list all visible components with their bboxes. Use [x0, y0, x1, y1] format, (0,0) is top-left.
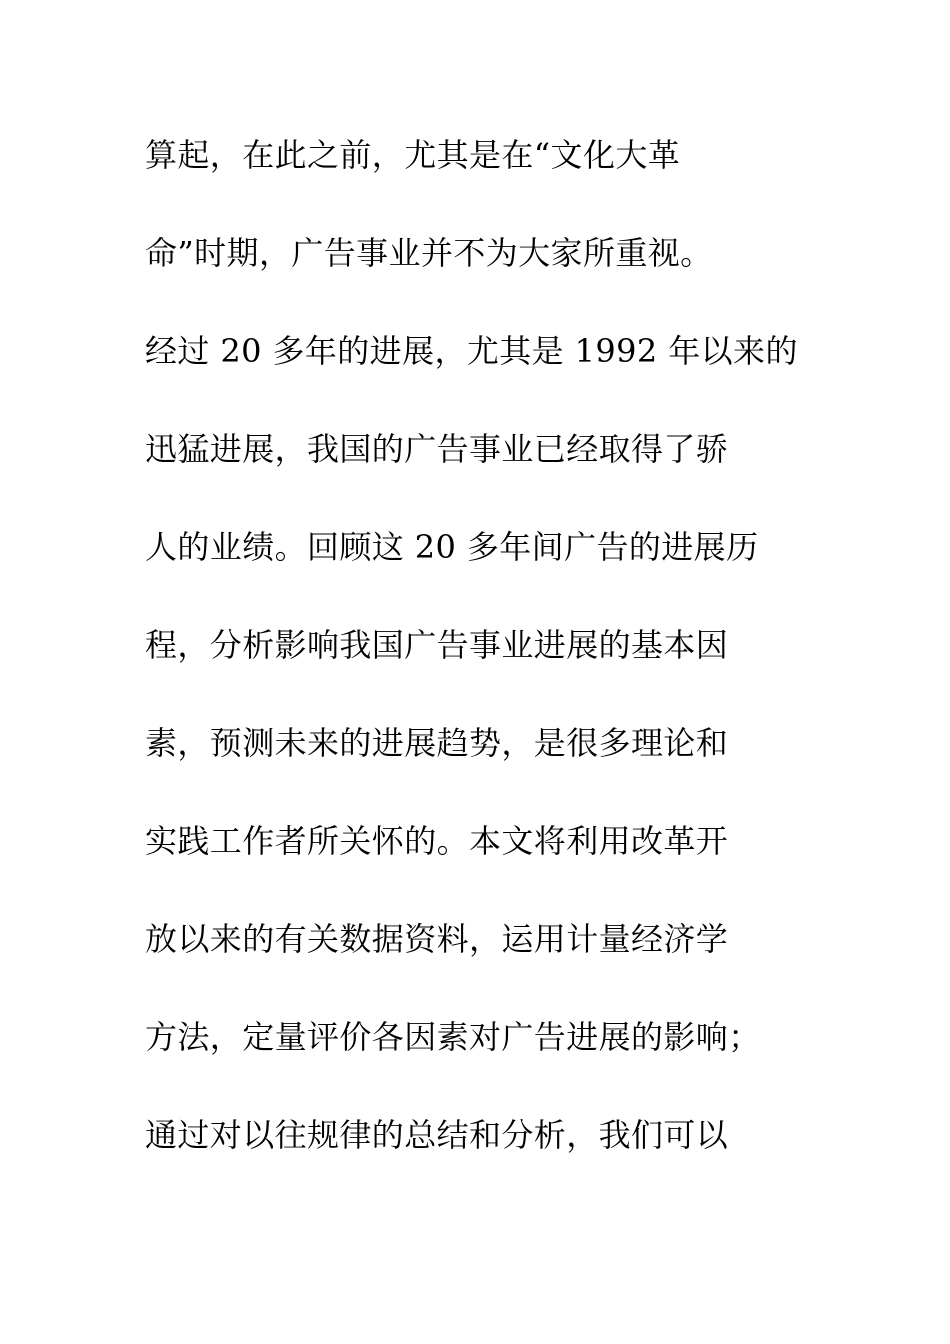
text-line: 算起，在此之前，尤其是在“文化大革 [145, 136, 681, 174]
text-line: 实践工作者所关怀的。本文将利用改革开 [145, 822, 729, 860]
text-line: 经过 20 多年的进展，尤其是 1992 年以来的 [145, 332, 798, 370]
text-line: 方法，定量评价各因素对广告进展的影响； [145, 1018, 761, 1056]
body-paragraph [145, 124, 835, 1202]
text-line: 放以来的有关数据资料，运用计量经济学 [145, 920, 729, 958]
text-line: 程，分析影响我国广告事业进展的基本因 [145, 626, 729, 664]
text-line: 通过对以往规律的总结和分析，我们可以 [145, 1116, 729, 1154]
text-line: 命”时期，广告事业并不为大家所重视。 [145, 234, 713, 272]
text-line: 人的业绩。回顾这 20 多年间广告的进展历 [145, 528, 759, 566]
text-line: 素，预测未来的进展趋势，是很多理论和 [145, 724, 729, 762]
text-line: 迅猛进展，我国的广告事业已经取得了骄 [145, 430, 729, 468]
